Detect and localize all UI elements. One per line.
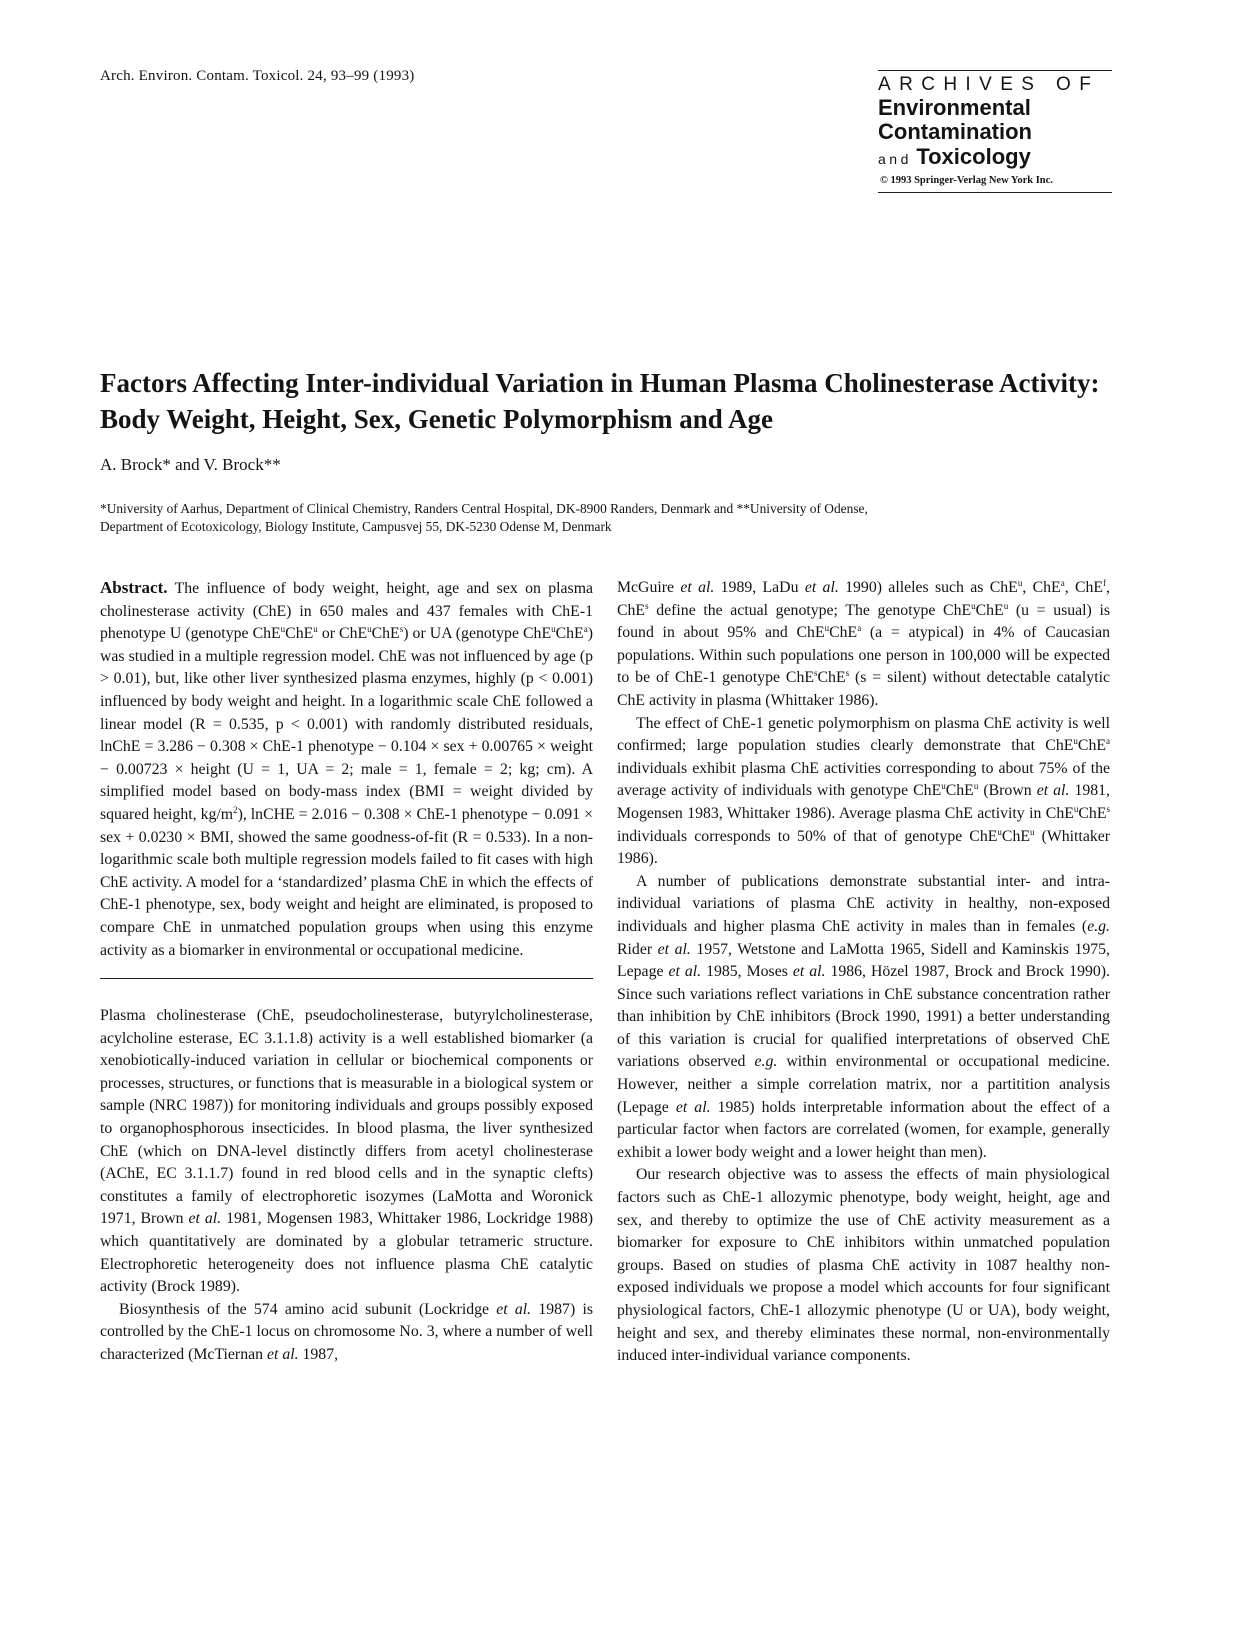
body-paragraph-6: Our research objective was to assess the effects of main physiological factors such as ChE-1 allozymic phenotype, body weight, height, age and sex, and thereby to optimize the use of ChE activity measurement as a biomarker for exposure to ChE inhibitors within unmatched population groups. Based on studies of plasma ChE activity in 1087 healthy non-exposed individuals we propose a model which accounts for four significant physiological factors, ChE-1 allozymic phenotype (U or UA), body weight, height and sex, and thereby eliminates these normal, non-environmentally induced inter-individual variance components. xyxy=(617,1166,1110,1365)
masthead-copyright: © 1993 Springer-Verlag New York Inc. xyxy=(880,175,1053,186)
masthead-and-toxicology xyxy=(878,144,1112,173)
left-column xyxy=(100,577,593,1367)
affiliation-line-1: *University of Aarhus, Department of Clinical Chemistry, Randers Central Hospital, DK-8900 Randers, Denmark and **University of Odense, xyxy=(100,501,868,516)
masthead-top-rule xyxy=(878,70,1112,71)
article-title: Factors Affecting Inter-individual Variation in Human Plasma Cholinesterase Activity: Body Weight, Height, Sex, Genetic Polymorphism and Age xyxy=(100,368,1100,434)
body-paragraph-1: Plasma cholinesterase (ChE, pseudocholinesterase, butyrylcholinesterase, acylcholine esterase, EC 3.1.1.8) activity is a well established biomarker (a xenobiotically-induced variation in cellular or biochemical components or processes, structures, or functions that is measurable in a biological system or sample (NRC 1987)) for monitoring individuals and groups possibly exposed to organophosphorous insecticides. In blood plasma, the liver synthesized ChE (which on DNA-level distinctly differs from acetyl cholinesterase (AChE, EC 3.1.1.7) found in red blood cells and in the synaptic clefts) constitutes a family of electrophoretic isozymes (LaMotta and Woronick 1971, Brown et al. 1981, Mogensen 1983, Whittaker 1986, Lockridge 1988) which quantitatively are dominated by a globular tetrameric structure. Electrophoretic heterogeneity does not influence plasma ChE catalytic activity (Brock 1989). xyxy=(100,1007,593,1296)
masthead-toxicology: Toxicology xyxy=(916,144,1031,169)
masthead-bottom-rule xyxy=(878,192,1112,193)
affiliation-line-2: Department of Ecotoxicology, Biology Institute, Campusvej 55, DK-5230 Odense M, Denmark xyxy=(100,519,612,534)
abstract-paragraph: Abstract. The influence of body weight, height, age and sex on plasma cholinesterase activity (ChE) in 650 males and 437 females with ChE-1 phenotype U (genotype ChE$^u$ChE$^u$ or ChE$^u$ChE$^s$) or UA (genotype ChE$^u$ChE$^a$) was studied in a multiple regression model. ChE was not influenced by age (p > 0.01), but, like other liver synthesized plasma enzymes, highly (p < 0.001) influenced by body weight and height. In a logarithmic scale ChE followed a linear model (R = 0.535, p < 0.001) with randomly distributed residuals, lnChE = 3.286 − 0.308 × ChE-1 phenotype − 0.104 × sex + 0.00765 × weight − 0.00723 × height (U = 1, UA = 2; male = 1, female = 2; kg; cm). A simplified model based on body-mass index (BMI = weight divided by squared height, $kg/m^2$), lnCHE = 2.016 − 0.308 × ChE-1 phenotype − 0.091 × sex + 0.0230 × BMI, showed the same goodness-of-fit (R = 0.533). In a non-logarithmic scale both multiple regression models failed to fit cases with high ChE activity. A model for a ‘standardized’ plasma ChE in which the effects of ChE-1 phenotype, sex, body weight and height are eliminated, is proposed to compare ChE in unmatched population groups when using this enzyme activity as a biomarker in environmental or occupational medicine. xyxy=(100,578,593,959)
abstract-separator xyxy=(100,978,593,979)
abstract-label: Abstract. xyxy=(100,578,168,597)
body-paragraph-3: McGuire et al. 1989, LaDu et al. 1990) alleles such as ChE$^u$, ChE$^a$, ChE$^f$, ChE$^s$ define the actual genotype; The genotype ChE$^u$ChE$^u$ (u = usual) is found in about 95% and ChE$^u$ChE$^a$ (a = atypical) in 4% of Caucasian populations. Within such populations one person in 100,000 will be expected to be of ChE-1 genotype ChE$^s$ChE$^s$ (s = silent) without detectable catalytic ChE activity in plasma (Whittaker 1986). xyxy=(617,578,1110,709)
author-affiliations xyxy=(100,500,1120,536)
right-column xyxy=(617,577,1110,1368)
masthead-environmental: Environmental xyxy=(878,95,1031,120)
body-paragraph-5: A number of publications demonstrate substantial inter- and intra-individual variations of plasma ChE activity in healthy, non-exposed individuals and higher plasma ChE activity in males than in females (e.g. Rider et al. 1957, Wetstone and LaMotta 1965, Sidell and Kaminskis 1975, Lepage et al. 1985, Moses et al. 1986, Hözel 1987, Brock and Brock 1990). Since such variations reflect variations in ChE substance concentration rather than inhibition by ChE inhibitors (Brock 1990, 1991) a better understanding of this variation is crucial for qualified interpretations of observed ChE variations observed e.g. within environmental or occupational medicine. However, neither a simple correlation matrix, nor a partitition analysis (Lepage et al. 1985) holds interpretable information about the effect of a particular factor when factors are correlated (women, for example, generally exhibit a lower body weight and a lower height than men). xyxy=(617,872,1111,1161)
journal-masthead xyxy=(878,70,1112,193)
journal-citation: Arch. Environ. Contam. Toxicol. 24, 93–99 (1993) xyxy=(100,68,415,84)
masthead-and: and xyxy=(878,151,912,167)
body-paragraph-4: The effect of ChE-1 genetic polymorphism on plasma ChE activity is well confirmed; large population studies clearly demonstrate that ChE$^u$ChE$^a$ individuals exhibit plasma ChE activities corresponding to about 75% of the average activity of individuals with genotype ChE$^u$ChE$^u$ (Brown et al. 1981, Mogensen 1983, Whittaker 1986). Average plasma ChE activity in ChE$^u$ChE$^s$ individuals corresponds to 50% of that of genotype ChE$^u$ChE$^u$ (Whittaker 1986). xyxy=(617,714,1110,868)
masthead-archives-of: ARCHIVES OF xyxy=(878,74,1100,95)
article-authors: A. Brock* and V. Brock** xyxy=(100,455,281,474)
body-paragraph-2: Biosynthesis of the 574 amino acid subunit (Lockridge et al. 1987) is controlled by the ChE-1 locus on chromosome No. 3, where a number of well characterized (McTiernan et al. 1987, xyxy=(100,1300,593,1363)
masthead-contamination: Contamination xyxy=(878,119,1032,144)
